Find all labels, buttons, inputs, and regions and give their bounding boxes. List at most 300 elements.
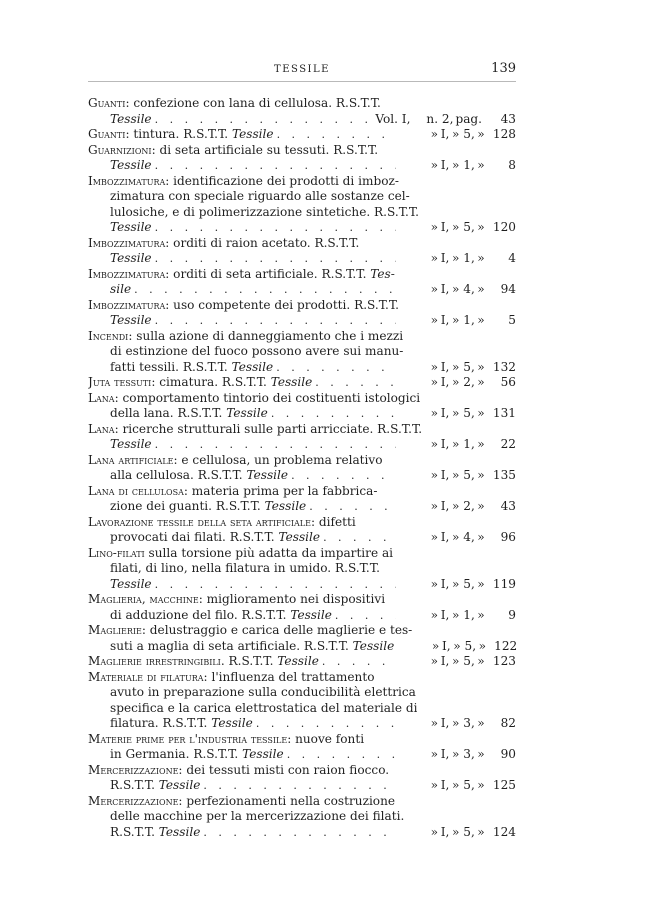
entry-keyword: Imbozzimatura [88, 266, 166, 281]
journal-name: Tessile [158, 824, 201, 839]
ref-sep2: » [477, 607, 485, 622]
index-entry [88, 794, 516, 841]
entry-line [88, 592, 516, 608]
ref-num: » 5, [453, 638, 477, 653]
entry-continuation: in Germania. R.S.T.T. [110, 747, 243, 761]
entry-line [88, 406, 516, 422]
entry-line [88, 96, 516, 112]
entry-text [110, 468, 288, 484]
index-entry [88, 763, 516, 794]
entry-continuation: filatura. R.S.T.T. [110, 716, 212, 730]
entry-keyword: Imbozzimatura [88, 297, 166, 312]
volume-reference [398, 716, 516, 732]
ref-sep2: » [477, 468, 485, 482]
index-entry [88, 298, 516, 329]
entry-text [88, 422, 422, 438]
entry-continuation: alla cellulosa. R.S.T.T. [110, 468, 247, 482]
entry-line [88, 530, 516, 546]
entry-description: : delustraggio e carica delle maglierie e tes- [141, 623, 413, 637]
journal-name: Tessile [110, 437, 152, 451]
entry-italic: Tes- [370, 266, 395, 281]
volume-reference [398, 747, 516, 763]
entry-line [88, 220, 516, 236]
ref-pg: 124 [492, 824, 516, 839]
ref-pg: 8 [508, 158, 516, 172]
entry-line [88, 732, 516, 748]
leader-dots [322, 654, 396, 670]
entry-line [88, 639, 516, 655]
ref-sep2: » [477, 220, 485, 234]
entry-line [88, 561, 516, 577]
entry-line [88, 654, 516, 670]
leader-dots [155, 112, 374, 128]
entry-description: : e cellulosa, un problema relativo [173, 452, 383, 467]
volume-reference [398, 220, 516, 236]
leader-dots [256, 716, 396, 732]
entry-description: : orditi di seta artificiale. R.S.T.T. [165, 266, 371, 281]
entry-line [88, 127, 516, 143]
entry-line [88, 499, 516, 515]
ref-num: » 5, [452, 406, 475, 420]
entry-text [110, 778, 200, 794]
ref-sep1: I, [440, 654, 450, 668]
ref-pg: 82 [500, 716, 516, 730]
entry-description: : orditi di raion acetato. R.S.T.T. [165, 235, 360, 250]
entry-text [110, 313, 152, 329]
ref-num: » 1, [452, 313, 475, 327]
entry-keyword: Lana [88, 421, 115, 436]
ref-vol: » [430, 127, 438, 141]
ref-vol: » [430, 220, 438, 234]
entry-line [88, 112, 516, 128]
entry-continuation: lulosiche, e di polimerizzazione sintetiche. R.S.T.T. [110, 204, 419, 219]
index-entry [88, 546, 516, 593]
entry-text [110, 158, 152, 174]
entry-description: : perfezionamenti nella costruzione [178, 793, 396, 808]
entry-text [110, 639, 394, 655]
ref-sep1: I, [440, 437, 450, 451]
entry-line [88, 329, 516, 345]
volume-reference [398, 127, 516, 143]
ref-sep2: pag. [455, 111, 482, 126]
index-entry [88, 592, 516, 623]
journal-name: Tessile [110, 576, 152, 591]
index-entry [88, 670, 516, 732]
entry-text [88, 375, 312, 391]
entry-keyword: Lana [88, 390, 115, 405]
journal-name: Tessile [290, 607, 332, 622]
ref-num: » 1, [452, 607, 475, 622]
entry-keyword: Maglierie irrestringibili [88, 654, 221, 668]
leader-dots [155, 158, 396, 174]
ref-sep1: I, [440, 127, 450, 141]
entry-text [88, 546, 393, 562]
leader-dots [309, 499, 396, 515]
entry-line [88, 468, 516, 484]
entry-description: sulla torsione più adatta da impartire ai [144, 545, 394, 560]
ref-pg: 22 [500, 437, 516, 451]
leader-dots [287, 747, 396, 763]
entry-text [110, 747, 284, 763]
index-entry [88, 623, 516, 654]
entry-description: : difetti [310, 514, 356, 529]
entry-line [88, 623, 516, 639]
ref-sep1: I, [440, 716, 450, 730]
ref-sep1 [412, 112, 426, 128]
ref-pg: 125 [492, 778, 516, 792]
ref-sep2: » [477, 406, 485, 420]
ref-sep2: » [477, 313, 485, 327]
entry-description: : identificazione dei prodotti di imboz- [165, 173, 399, 188]
index-entry [88, 654, 516, 670]
ref-sep2: » [477, 359, 485, 374]
index-entry [88, 127, 516, 143]
entry-description: : confezione con lana di cellulosa. R.S.T.T. [125, 96, 381, 110]
entry-continuation: zimatura con speciale riguardo alle sostanze cel- [110, 189, 410, 203]
ref-sep1: I, [440, 313, 450, 327]
ref-vol: » [430, 437, 438, 451]
entry-keyword: Imbozzimatura [88, 235, 166, 250]
entry-keyword: Materiale di filatura [88, 669, 204, 684]
volume-reference [398, 360, 516, 376]
entry-line [88, 143, 516, 159]
ref-sep2: » [477, 251, 485, 265]
volume-reference [398, 375, 516, 391]
ref-sep1: I, [440, 359, 450, 374]
journal-name: Tessile [110, 111, 152, 126]
ref-vol: » [431, 638, 440, 653]
entry-line [88, 267, 516, 283]
entry-text [110, 360, 273, 376]
ref-sep2: » [477, 530, 485, 544]
entry-text [110, 406, 268, 422]
volume-reference [398, 530, 516, 546]
entry-text [110, 608, 332, 624]
entry-line [88, 422, 516, 438]
entry-keyword: Juta tessuti [88, 375, 152, 389]
journal-name: Tessile [110, 313, 152, 327]
entry-line [88, 174, 516, 190]
volume-reference [398, 406, 516, 422]
entry-keyword: Guanti [88, 127, 126, 141]
ref-sep2: » [477, 375, 485, 389]
ref-sep1: I, [440, 468, 450, 482]
journal-name: Tessile [264, 499, 307, 513]
ref-num: » 5, [452, 359, 475, 374]
ref-pg: 135 [492, 468, 516, 482]
volume-reference [398, 468, 516, 484]
entry-text [88, 236, 359, 252]
leader-dots [155, 577, 396, 593]
entry-line [88, 158, 516, 174]
entry-text [110, 437, 152, 453]
entry-text [88, 484, 377, 500]
ref-sep1: I, [440, 158, 450, 172]
entry-keyword: Imbozzimatura [88, 173, 166, 188]
entry-line [88, 809, 516, 825]
entry-description: : dei tessuti misti con raion fiocco. [178, 762, 390, 777]
entry-keyword: Maglierie [88, 623, 142, 637]
ref-vol: » [430, 406, 438, 420]
ref-pg: 94 [500, 282, 516, 296]
entry-description: : l'influenza del trattamento [203, 669, 375, 684]
index-entry [88, 96, 516, 127]
ref-sep1: I, [440, 530, 450, 544]
index-entries [88, 96, 516, 840]
entry-description: : tintura. R.S.T.T. [125, 127, 232, 141]
entry-text [88, 453, 383, 469]
ref-num: » 3, [452, 716, 475, 730]
ref-sep2: » [477, 654, 485, 668]
leader-dots [271, 406, 396, 422]
ref-sep1: I, [440, 747, 450, 761]
entry-keyword: Lavorazione tessile della seta artificiale [88, 514, 311, 529]
volume-reference [375, 112, 516, 128]
ref-sep1: I, [440, 499, 450, 513]
leader-dots [155, 220, 396, 236]
index-entry [88, 453, 516, 484]
entry-continuation: di adduzione del filo. R.S.T.T. [110, 607, 291, 622]
journal-name: Tessile [226, 406, 268, 420]
entry-text [110, 577, 152, 593]
ref-sep1: I, [440, 576, 450, 591]
ref-pg: 128 [492, 127, 516, 141]
entry-text [88, 670, 374, 686]
entry-text [88, 391, 420, 407]
journal-name: Tessile [278, 530, 321, 544]
entry-line [88, 313, 516, 329]
leader-dots [155, 251, 396, 267]
volume-reference [398, 282, 516, 298]
entry-line [88, 716, 516, 732]
ref-vol: » [430, 282, 438, 296]
volume-reference [398, 313, 516, 329]
ref-num: » 1, [452, 251, 475, 265]
volume-reference [398, 608, 516, 624]
entry-line [88, 825, 516, 841]
entry-description: : comportamento tintorio dei costituenti istologici [114, 390, 421, 405]
ref-pg: 43 [500, 499, 516, 513]
entry-keyword: Mercerizzazione [88, 793, 179, 808]
entry-line [88, 577, 516, 593]
ref-sep2: » [478, 638, 486, 653]
ref-vol: » [430, 375, 438, 389]
ref-pg: 131 [492, 406, 516, 420]
ref-sep1: I, [440, 251, 450, 265]
ref-num: » 5, [452, 576, 475, 591]
entry-text [88, 515, 356, 531]
volume-reference [398, 251, 516, 267]
leader-dots [155, 437, 396, 453]
ref-num: » 5, [452, 127, 475, 141]
entry-line [88, 484, 516, 500]
ref-num: » 2, [452, 499, 475, 513]
ref-vol: » [430, 251, 438, 265]
index-entry [88, 267, 516, 298]
index-entry [88, 236, 516, 267]
entry-line [88, 236, 516, 252]
ref-vol: » [430, 716, 438, 730]
entry-line [88, 747, 516, 763]
entry-text [88, 127, 274, 143]
ref-num: » 5, [452, 824, 475, 839]
entry-description: : miglioramento nei dispositivi [198, 592, 386, 606]
entry-line [88, 282, 516, 298]
ref-pg: 96 [500, 530, 516, 544]
ref-num: » 3, [452, 747, 475, 761]
journal-name: Tessile [110, 251, 152, 265]
ref-sep1: I, [440, 282, 450, 296]
ref-vol: » [430, 824, 438, 839]
entry-line [88, 515, 516, 531]
ref-num: » 2, [452, 375, 475, 389]
ref-pg: 4 [508, 251, 516, 265]
ref-sep2: » [477, 824, 485, 839]
ref-pg: 9 [508, 607, 516, 622]
entry-text [110, 716, 253, 732]
entry-text [110, 825, 200, 841]
leader-dots [134, 282, 396, 298]
entry-continuation: filati, di lino, nella filatura in umido. R.S.T.T. [110, 561, 380, 575]
index-entry [88, 515, 516, 546]
entry-description: : di seta artificiale su tessuti. R.S.T.T. [151, 142, 379, 157]
entry-text [88, 794, 395, 810]
ref-vol: » [430, 654, 438, 668]
entry-text [88, 732, 364, 748]
journal-name: Tessile [242, 747, 284, 761]
entry-description: : ricerche strutturali sulle parti arricciate. R.S.T.T. [114, 421, 423, 436]
entry-line [88, 546, 516, 562]
entry-keyword: Mercerizzazione [88, 762, 179, 777]
ref-vol: Vol. I, [375, 111, 411, 126]
ref-num: » 5, [452, 654, 475, 668]
entry-line [88, 670, 516, 686]
index-entry [88, 391, 516, 422]
leader-dots [323, 530, 396, 546]
entry-text [110, 530, 320, 546]
journal-name: Tessile [211, 716, 253, 730]
journal-name: Tessile [158, 778, 201, 792]
ref-num: n. 2, [426, 111, 454, 126]
ref-vol: » [430, 499, 438, 513]
volume-reference [398, 778, 516, 794]
ref-num: » 5, [452, 220, 475, 234]
ref-sep1: I, [440, 824, 450, 839]
volume-reference [398, 158, 516, 174]
entry-continuation: zione dei guanti. R.S.T.T. [110, 499, 265, 513]
entry-text [88, 329, 403, 345]
ref-vol: » [430, 468, 438, 482]
index-entry [88, 174, 516, 236]
entry-text [88, 267, 395, 283]
ref-sep1: I, [440, 406, 450, 420]
ref-pg: 122 [494, 638, 518, 653]
entry-description: : sulla azione di danneggiamento che i mezzi [128, 328, 404, 343]
ref-sep1: I, [440, 607, 450, 622]
ref-sep2: » [477, 716, 485, 730]
ref-vol: » [430, 576, 438, 591]
volume-reference [398, 437, 516, 453]
ref-sep2: » [477, 576, 485, 591]
index-entry [88, 329, 516, 376]
ref-pg: 123 [492, 654, 516, 668]
ref-vol: » [430, 607, 438, 622]
entry-text [88, 763, 389, 779]
entry-keyword: Materie prime per l'industria tessile [88, 731, 288, 746]
entry-line [88, 391, 516, 407]
journal-name: Tessile [231, 359, 274, 374]
ref-sep1: I, [440, 778, 450, 792]
entry-keyword: Guarnizioni [88, 142, 152, 157]
entry-line [88, 794, 516, 810]
volume-reference [398, 577, 516, 593]
entry-continuation: provocati dai filati. R.S.T.T. [110, 530, 279, 544]
ref-pg: 56 [500, 375, 516, 389]
volume-reference [398, 654, 516, 670]
leader-dots [155, 313, 396, 329]
entry-description: . R.S.T.T. [220, 654, 278, 668]
ref-sep2: » [477, 158, 485, 172]
running-title: TESSILE [274, 64, 330, 75]
leader-dots [203, 825, 396, 841]
entry-keyword: Maglieria, macchine [88, 592, 199, 606]
ref-sep1: I, [441, 638, 451, 653]
volume-reference [398, 825, 516, 841]
entry-text [110, 251, 152, 267]
ref-vol: » [430, 778, 438, 792]
ref-vol: » [430, 313, 438, 327]
ref-sep1: I, [440, 375, 450, 389]
entry-continuation: avuto in preparazione sulla conducibilità elettrica [110, 685, 416, 699]
entry-continuation: delle macchine per la mercerizzazione dei filati. [110, 809, 405, 823]
ref-pg: 5 [508, 313, 516, 327]
entry-line [88, 205, 516, 221]
ref-pg: 132 [492, 359, 516, 374]
ref-num: » 5, [452, 778, 475, 792]
entry-line [88, 453, 516, 469]
entry-text [88, 174, 399, 190]
entry-keyword: Lino-filati [88, 545, 145, 560]
entry-line [88, 437, 516, 453]
entry-text [110, 220, 152, 236]
volume-reference [398, 499, 516, 515]
entry-continuation: di estinzione del fuoco possono avere sui manu- [110, 344, 404, 358]
entry-text [110, 499, 306, 515]
page-number: 139 [491, 61, 516, 76]
journal-name: Tessile [110, 220, 152, 234]
ref-pg: 120 [492, 220, 516, 234]
ref-num: » 1, [452, 437, 475, 451]
entry-line [88, 701, 516, 717]
index-entry [88, 732, 516, 763]
ref-sep1: I, [440, 220, 450, 234]
entry-text [88, 592, 385, 608]
entry-text [110, 112, 152, 128]
index-entry [88, 375, 516, 391]
entry-line [88, 251, 516, 267]
entry-text [88, 143, 378, 159]
ref-pg: 119 [492, 576, 516, 591]
journal-name: Tessile [270, 375, 313, 389]
index-entry [88, 484, 516, 515]
entry-continuation: della lana. R.S.T.T. [110, 406, 227, 420]
header-rule [88, 81, 516, 82]
journal-name: Tessile [277, 654, 319, 668]
entry-text [88, 623, 412, 639]
journal-name: Tessile [352, 638, 395, 653]
entry-continuation: specifica e la carica elettrostatica del materiale di [110, 700, 418, 715]
journal-name: Tessile [246, 468, 289, 482]
